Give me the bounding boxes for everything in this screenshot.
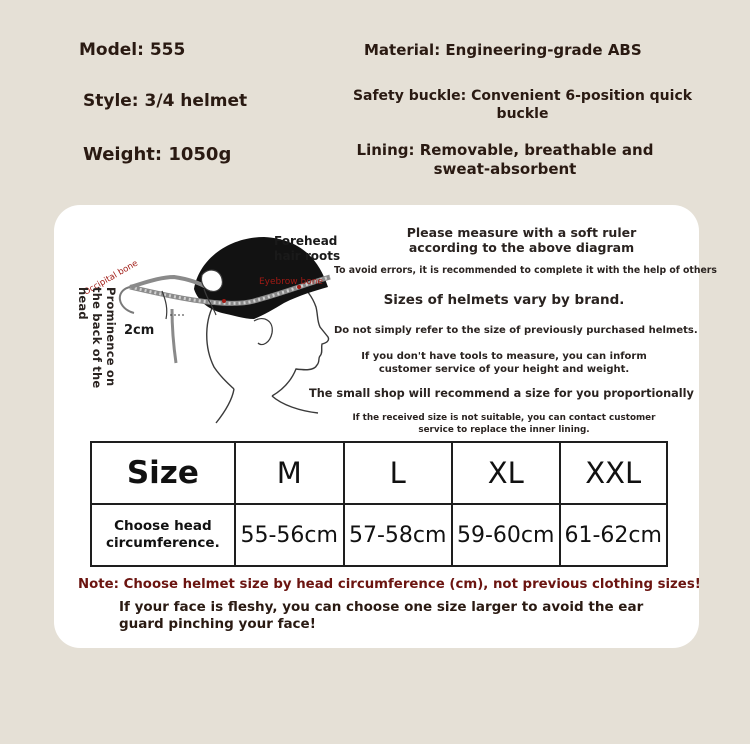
circumference-row-label: Choose head circumference. [91,504,235,566]
eyebrow-label: Eyebrow bone [259,277,323,287]
measure-instruction: Please measure with a soft ruler according to the above diagram [406,225,637,255]
size-cell: XL [452,442,560,504]
no-tools-text: If you don't have tools to measure, you can inform customer service of your height and weight. [361,351,647,375]
avoid-errors-instruction: To avoid errors, it is recommended to complete it with the help of others [334,265,717,276]
size-header-label: Size [91,442,235,504]
size-table [90,441,668,567]
not-suitable-text: If the received size is not suitable, you can contact customer service to replace the inner lining. [352,413,656,435]
back-of-head-label: Prominence on the back of the head [76,287,118,389]
lining-spec: Lining: Removable, breathable and sweat-absorbent [356,141,654,178]
circumference-cell: 55-56cm [235,504,344,566]
recommend-text: The small shop will recommend a size for you proportionally [309,387,694,400]
size-header-row [91,442,667,504]
circumference-cell: 61-62cm [560,504,667,566]
forehead-label: Forehead hair roots [274,234,341,263]
size-cell: L [344,442,452,504]
gap-label: 2cm [124,323,155,338]
occipital-label: Occipital bone [82,258,140,298]
face-note: If your face is fleshy, you can choose one size larger to avoid the ear guard pinching your face! [119,599,644,632]
vary-by-brand-text: Sizes of helmets vary by brand. [383,292,625,308]
circumference-cell: 59-60cm [452,504,560,566]
material-spec: Material: Engineering-grade ABS [364,41,642,59]
buckle-spec: Safety buckle: Convenient 6-position quick buckle [352,88,693,122]
circumference-cell: 57-58cm [344,504,452,566]
style-spec: Style: 3/4 helmet [83,91,248,111]
weight-spec: Weight: 1050g [83,144,232,165]
circumference-row [91,504,667,566]
size-guide-card [54,205,717,648]
size-cell: XXL [560,442,667,504]
size-note: Note: Choose helmet size by head circumference (cm), not previous clothing sizes! [78,577,701,592]
do-not-refer-text: Do not simply refer to the size of previously purchased helmets. [334,325,698,336]
model-spec: Model: 555 [79,40,186,60]
size-cell: M [235,442,344,504]
